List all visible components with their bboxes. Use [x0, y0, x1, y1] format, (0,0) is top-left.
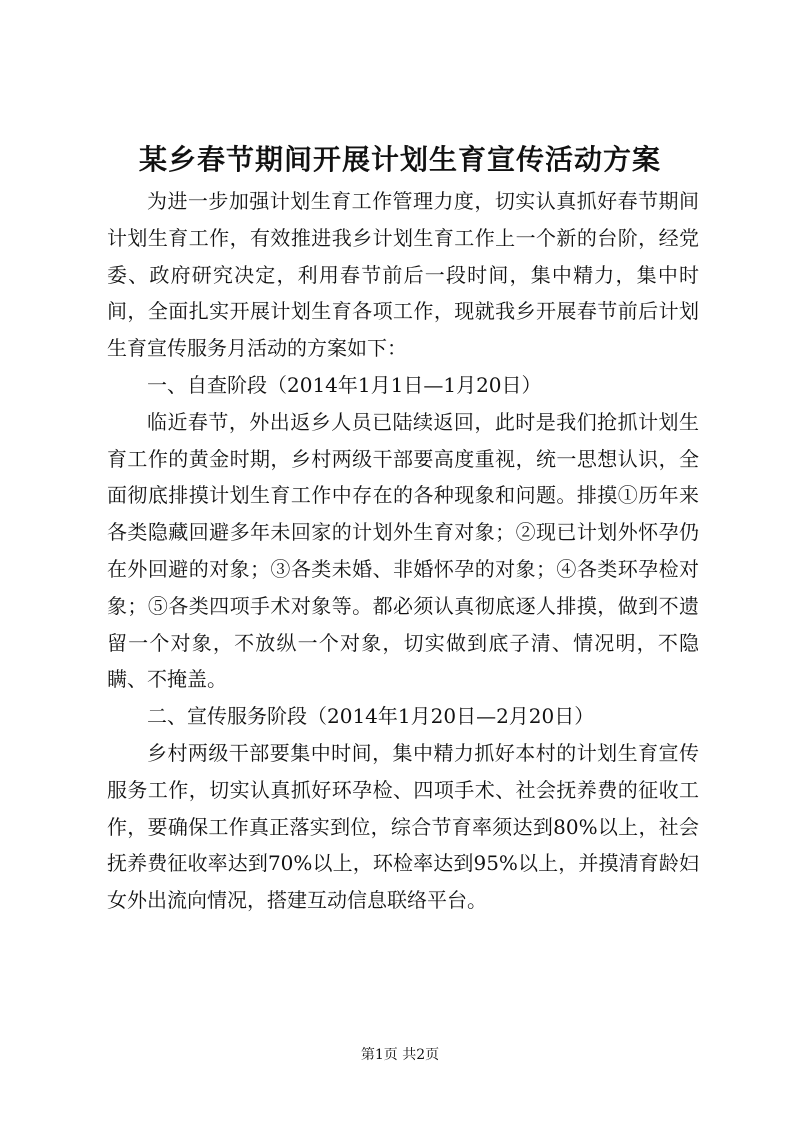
document-title: 某乡春节期间开展计划生育宣传活动方案 — [138, 143, 661, 176]
document-body — [107, 183, 699, 919]
self-check-paragraph: 临近春节，外出返乡人员已陆续返回，此时是我们抢抓计划生育工作的黄金时期，乡村两级干部要高度重视，统一思想认识，全面彻底排摸计划生育工作中存在的各种现象和问题。排摸①历年来各类隐藏回避多年未回家的计划外生育对象；②现已计划外怀孕仍在外回避的对象；③各类未婚、非婚怀孕的对象；④各类环孕检对象；⑤各类四项手术对象等。都必须认真彻底逐人排摸，做到不遗留一个对象，不放纵一个对象，切实做到底子清、情况明，不隐瞒、不掩盖。 — [107, 409, 699, 692]
section-heading-publicity-service: 二、宣传服务阶段（2014年1月20日—2月20日） — [147, 704, 595, 729]
intro-paragraph: 为进一步加强计划生育工作管理力度，切实认真抓好春节期间计划生育工作，有效推进我乡计划生育工作上一个新的台阶，经党委、政府研究决定，利用春节前后一段时间，集中精力，集中时间，全面扎实开展计划生育各项工作，现就我乡开展春节前后计划生育宣传服务月活动的方案如下： — [107, 189, 699, 361]
page-number-footer: 第1页 共2页 — [360, 1047, 440, 1063]
publicity-service-paragraph: 乡村两级干部要集中时间，集中精力抓好本村的计划生育宣传服务工作，切实认真抓好环孕检、四项手术、社会抚养费的征收工作，要确保工作真正落实到位，综合节育率须达到80%以上，社会抚养费征收率达到70%以上，环检率达到95%以上，并摸清育龄妇女外出流向情况，搭建互动信息联络平台。 — [107, 740, 699, 913]
section-heading-self-check: 一、自查阶段（2014年1月1日—1月20日） — [147, 372, 542, 397]
